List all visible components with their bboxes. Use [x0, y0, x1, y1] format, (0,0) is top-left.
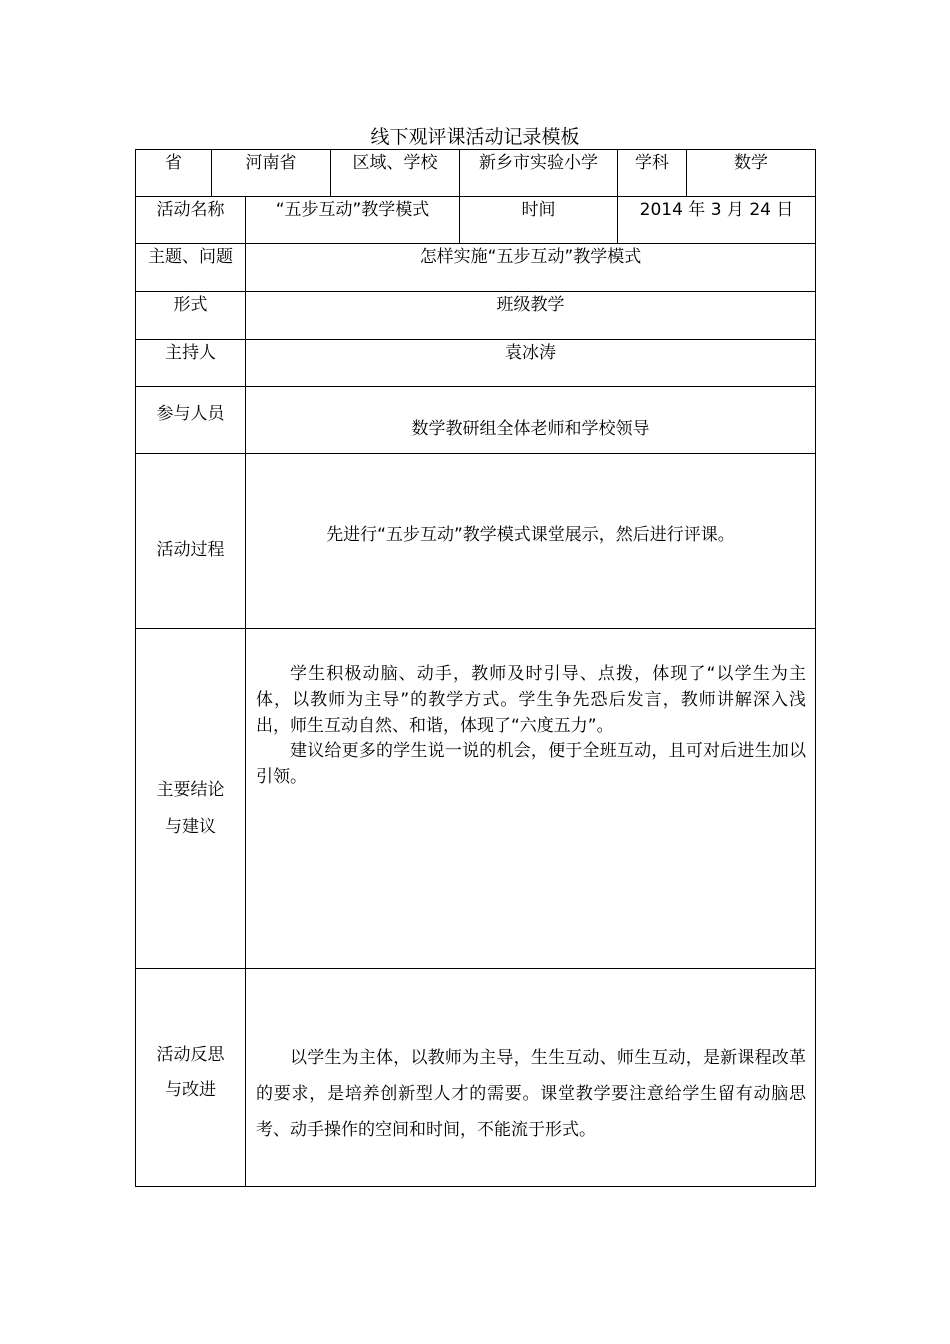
- activity-name-label: 活动名称: [156, 200, 225, 220]
- host-label: 主持人: [165, 343, 216, 363]
- row-divider: [135, 968, 816, 969]
- conclusions-label-line2: 与建议: [165, 817, 216, 837]
- row-divider: [135, 386, 816, 387]
- process-label: 活动过程: [156, 540, 225, 560]
- province-label: 省: [165, 153, 182, 173]
- form-value: 班级教学: [496, 295, 565, 315]
- participants-value: 数学教研组全体老师和学校领导: [411, 419, 650, 439]
- theme-label: 主题、问题: [148, 247, 233, 267]
- region-value: 新乡市实验小学: [479, 153, 598, 173]
- subject-value: 数学: [734, 153, 768, 173]
- participants-label: 参与人员: [156, 404, 225, 424]
- row-divider: [135, 628, 816, 629]
- document-title: 线下观评课活动记录模板: [370, 126, 580, 148]
- reflection-label-line2: 与改进: [165, 1080, 216, 1100]
- row-divider: [135, 453, 816, 454]
- reflection-label-line1: 活动反思: [156, 1045, 225, 1065]
- conclusions-label-line1: 主要结论: [156, 780, 225, 800]
- process-value: 先进行“五步互动”教学模式课堂展示，然后进行评课。: [326, 525, 735, 545]
- subject-label: 学科: [635, 153, 669, 173]
- time-value: 2014 年 3 月 24 日: [639, 200, 794, 220]
- host-value: 袁冰涛: [505, 343, 556, 363]
- row-divider: [135, 1186, 816, 1187]
- province-value: 河南省: [245, 153, 297, 173]
- reflection-paragraph: 以学生为主体，以教师为主导，生生互动、师生互动，是新课程改革的要求，是培养创新型人才的需要。课堂教学要注意给学生留有动脑思考、动手操作的空间和时间，不能流于形式。: [256, 1048, 806, 1140]
- form-label: 形式: [173, 295, 208, 315]
- conclusions-paragraph-1: 学生积极动脑、动手，教师及时引导、点拨，体现了“以学生为主体，以教师为主导”的教学方式。学生争先恐后发言，教师讲解深入浅出，师生互动自然、和谐，体现了“六度五力”。: [256, 664, 806, 736]
- activity-name-value: “五步互动”教学模式: [275, 200, 430, 220]
- region-label: 区域、学校: [352, 153, 438, 173]
- theme-value: 怎样实施“五步互动”教学模式: [419, 247, 642, 267]
- time-label: 时间: [521, 200, 556, 220]
- col-divider: [815, 149, 816, 1187]
- conclusions-paragraph-2: 建议给更多的学生说一说的机会，便于全班互动，且可对后进生加以引领。: [256, 741, 806, 787]
